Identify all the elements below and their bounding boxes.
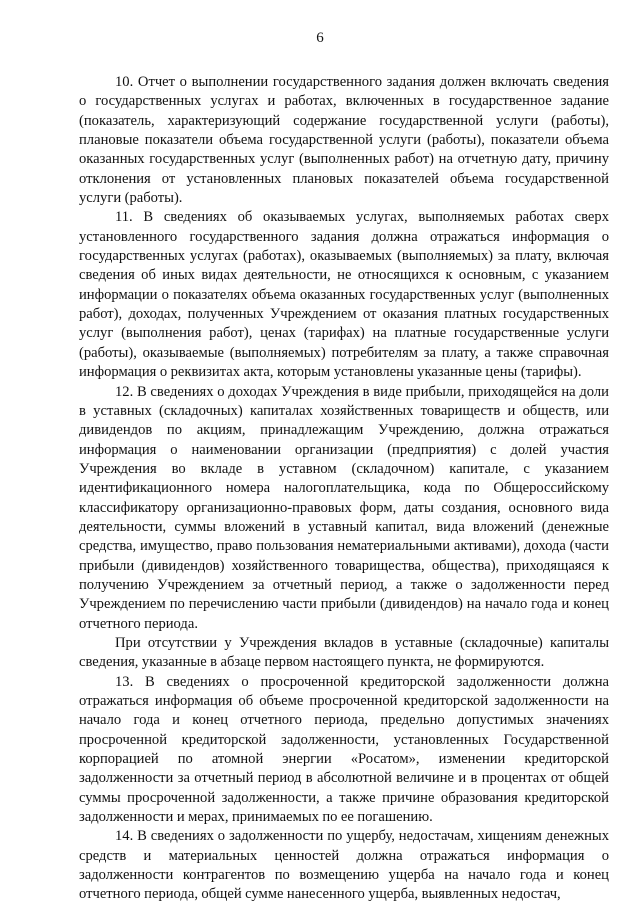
paragraph-14: 14. В сведениях о задолженности по ущербу, недостачам, хищениям денежных средств и материальных ценностей должна отражаться информация о задолженности контрагентов по возмещению ущерба на начало года и конец отчетного периода, общей сумме нанесенного ущерба, выявленных недостач, (79, 828, 609, 903)
document-body (79, 73, 609, 905)
paragraph-10: 10. Отчет о выполнении государственного задания должен включать сведения о государственных услугах и работах, включенных в государственное задание (показатель, характеризующий содержание государственной услуги (работы), плановые показатели объема государственной услуги (работы), показатели объема оказанных государственных услуг (выполненных работ) на отчетную дату, причину отклонения от установленных плановых показателей объема государственной услуги (работы). (79, 74, 609, 207)
paragraph-13: 13. В сведениях о просроченной кредиторской задолженности должна отражаться информация об объеме просроченной кредиторской задолженности на начало года и конец отчетного периода, предельно допустимых значениях просроченной кредиторской задолженности, установленных Государственной корпорацией по атомной энергии «Росатом», изменении кредиторской задолженности за отчетный период в абсолютной величине и в процентах от общей суммы просроченной задолженности, а также причине образования кредиторской задолженности и мерах, принимаемых по ее погашению. (79, 673, 609, 826)
page-number: 6 (316, 30, 324, 46)
paragraph-12-note: При отсутствии у Учреждения вкладов в уставные (складочные) капиталы сведения, указанные в абзаце первом настоящего пункта, не формируются. (79, 634, 609, 671)
paragraph-11: 11. В сведениях об оказываемых услугах, выполняемых работах сверх установленного государственного задания должна отражаться информация о государственных услугах (работах), оказываемых (выполняемых) за плату, включая сведения об иных видах деятельности, не относящихся к основным, с указанием информации о показателях объема оказанных государственных услуг (выполненных работ), доходах, полученных Учреждением от оказания платных государственных услуг (выполнения работ), ценах (тарифах) на платные государственные услуги (работы), оказываемые (выполняемых) потребителям за плату, а также справочная информация о реквизитах акта, которым установлены указанные цены (тарифы). (79, 209, 609, 381)
paragraph-12: 12. В сведениях о доходах Учреждения в виде прибыли, приходящейся на доли в уставных (складочных) капиталах хозяйственных товариществ и обществ, или дивидендов по акциям, принадлежащим Учреждению, должна отражаться информация о наименовании организации (предприятия) с долей участия Учреждения во вкладе в уставном (складочном) капитале, с указанием идентификационного номера налогоплательщика, кода по Общероссийскому классификатору организационно-правовых форм, даты создания, основного вида деятельности, суммы вложений в уставный капитал, вида вложений (денежные средства, имущество, право пользования нематериальными активами), дохода (части прибыли (дивидендов) хозяйственного товарищества, общества), приходящаяся к получению Учреждением за отчетный период, а также о задолженности перед Учреждением по перечислению части прибыли (дивидендов) на начало года и конец отчетного периода. (79, 383, 609, 632)
